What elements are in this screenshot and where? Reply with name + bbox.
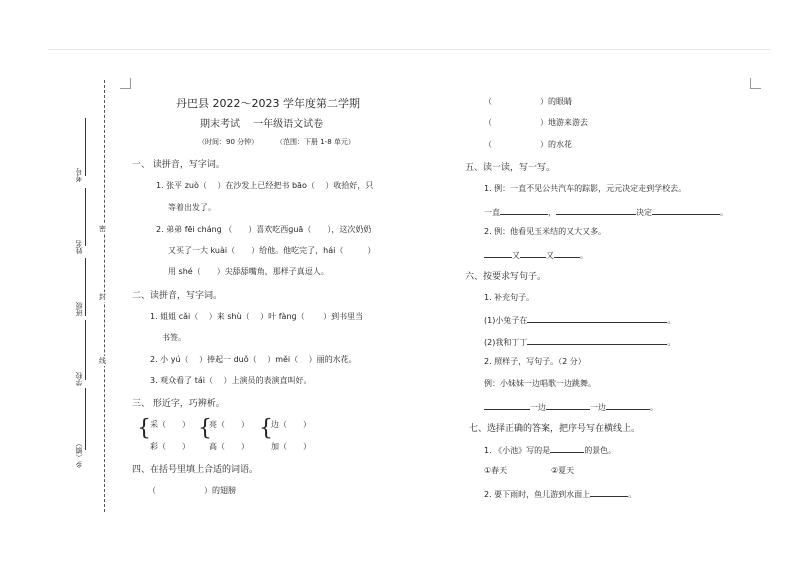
q6-item2-example: 例：小妹妹一边唱歌一边跳舞。 — [484, 379, 596, 388]
q5-fill2-c: 。 — [580, 251, 588, 260]
q2-item1-line1: 1. 姐姐 cǎi（ ）来 shù（ ）叶 fànɡ（ ）到书里当 — [150, 312, 364, 321]
corner-mark-right — [750, 78, 761, 89]
q5-blank-3[interactable] — [652, 205, 720, 215]
q6-item2-fill — [484, 400, 658, 413]
q5-item1-fill — [484, 205, 728, 218]
q7-option-2: ②夏天 — [551, 466, 575, 475]
label-line-3 — [85, 258, 86, 316]
q6-fill-b: 一边 — [590, 403, 606, 412]
q5-fill2-a: 又 — [512, 251, 520, 260]
q2-item1-line2: 书签。 — [162, 333, 186, 342]
q7-blank-2[interactable] — [590, 487, 628, 497]
q6-blank-3[interactable] — [484, 400, 530, 410]
q5-item2-example: 2. 例：他看见玉米结的又大又多。 — [484, 227, 607, 236]
q3-char-gao: 高（ ） — [209, 442, 249, 451]
label-banji: 班级 — [75, 302, 83, 316]
q6-fill-end: 。 — [650, 403, 658, 412]
q5-heading: 五、读一读，写一写。 — [465, 163, 556, 173]
q4-item2: （ ）的眼睛 — [484, 97, 572, 106]
q1-item2-line2: 又买了一大 kuài（ ）给他。他吃完了，hái（ ） — [168, 246, 376, 255]
q6-fill-a: 一边 — [530, 403, 546, 412]
q6-1b-text: (2)我和丁丁 — [484, 338, 528, 347]
seal-xian: 线 — [99, 357, 106, 365]
q7-option-1: ①春天 — [484, 466, 508, 475]
q5-blank-1[interactable] — [500, 205, 548, 215]
q5-blank-4[interactable] — [484, 248, 512, 258]
q7-heading: 七、选择正确的答案，把序号写在横线上。 — [469, 424, 641, 434]
brace-3: { — [259, 416, 273, 441]
q7-1-text: 1. 《小池》写的是 — [484, 446, 551, 455]
label-line-5 — [85, 388, 86, 450]
q5-fill-text-c: 决定 — [636, 208, 652, 217]
q2-heading: 二、读拼音，写字词。 — [132, 291, 223, 301]
q4-heading: 四、在括号里填上合适的词语。 — [132, 465, 259, 475]
q5-fill2-b: 又 — [546, 251, 554, 260]
q6-blank-2[interactable] — [527, 335, 667, 345]
q4-item1: （ ）的翅膀 — [148, 486, 236, 495]
q6-blank-4[interactable] — [546, 400, 590, 410]
q6-1a-text: (1)小兔子在 — [484, 316, 528, 325]
q6-blank-1[interactable] — [527, 313, 667, 323]
q2-item3: 3. 观众看了 tái（ ）上演员的表演直叫好。 — [150, 376, 312, 385]
q3-char-jia: 加（ ） — [271, 442, 311, 451]
label-line-2 — [85, 188, 86, 246]
q3-heading: 三、 形近字，巧辨析。 — [132, 399, 225, 409]
q4-item3: （ ）地游来游去 — [484, 118, 588, 127]
q7-2-end: 。 — [628, 490, 637, 499]
q5-item2-fill — [484, 248, 588, 261]
q1-item1-line2: 等着出发了。 — [168, 203, 216, 212]
q5-blank-6[interactable] — [554, 248, 580, 258]
q5-fill-text-d: 。 — [720, 208, 728, 217]
brace-1: { — [137, 416, 151, 441]
label-line-4 — [85, 320, 86, 380]
seal-feng: 封 — [99, 293, 106, 301]
q3-char-cai2: 彩（ ） — [150, 442, 190, 451]
q1-heading: 一、 读拼音，写字词。 — [132, 160, 225, 170]
q3-char-liang: 亮（ ） — [209, 420, 249, 429]
q7-item1 — [484, 443, 616, 456]
q1-item2-line3: 用 shé（ ）尖舔舔嘴角，那样子真逗人。 — [168, 267, 329, 276]
q1-item2-line1: 2. 弟弟 fēi chánɡ （ ）喜欢吃西ɡuā（ ），这次奶奶 — [156, 225, 372, 234]
exam-title: 丹巴县 2022～2023 学年度第二学期 — [176, 97, 360, 110]
q5-fill-text-a: 一直 — [484, 208, 500, 217]
q6-1b-end: 。 — [667, 338, 676, 347]
q3-char-bian: 边（ ） — [271, 420, 311, 429]
q2-item2: 2. 小 yú（ ）捧起一 duǒ（ ）měi（ ）丽的水花。 — [150, 355, 357, 364]
label-xuexiao: 学校 — [75, 372, 83, 386]
q6-item1-b — [484, 335, 675, 348]
q5-blank-5[interactable] — [520, 248, 546, 258]
label-xingming: 姓名 — [75, 240, 83, 254]
label-xiangzhen: 乡（镇） — [75, 440, 83, 468]
q7-item2 — [484, 487, 636, 500]
brace-2: { — [198, 416, 212, 441]
exam-scope: （范围：下册 1-8 单元） — [276, 138, 355, 146]
q6-item2: 2. 照样子，写句子。（2 分） — [484, 357, 586, 366]
label-line-1 — [85, 118, 86, 176]
q4-item4: （ ）的水花 — [484, 140, 572, 149]
q5-item1-example: 1. 例：一直不见公共汽车的踪影，元元决定走到学校去。 — [484, 184, 687, 193]
q3-char-cai: 采（ ） — [150, 420, 190, 429]
q1-item1-line1: 1. 张平 zuò（ ）在沙发上已经把书 bāo（ ）收拾好，只 — [156, 181, 374, 190]
q6-item1: 1. 补充句子。 — [484, 293, 535, 302]
q7-blank-1[interactable] — [550, 443, 584, 453]
top-rule — [48, 49, 770, 50]
exam-subtitle: 期末考试 一年级语文试卷 — [200, 119, 324, 130]
q5-fill-text-b: ， — [548, 208, 556, 217]
label-kaohao: 考号 — [75, 168, 83, 182]
q6-blank-5[interactable] — [606, 400, 650, 410]
q5-blank-2[interactable] — [556, 205, 636, 215]
q6-heading: 六、按要求写句子。 — [465, 272, 547, 282]
q6-1a-end: 。 — [667, 316, 676, 325]
q7-1-end: 的景色。 — [584, 446, 617, 455]
corner-mark-left — [120, 78, 131, 89]
seal-mi: 密 — [99, 225, 106, 233]
exam-time: （时间：90 分钟） — [198, 138, 259, 146]
q7-2-text: 2. 要下雨时，鱼儿游到水面上 — [484, 490, 591, 499]
q6-item1-a — [484, 313, 675, 326]
